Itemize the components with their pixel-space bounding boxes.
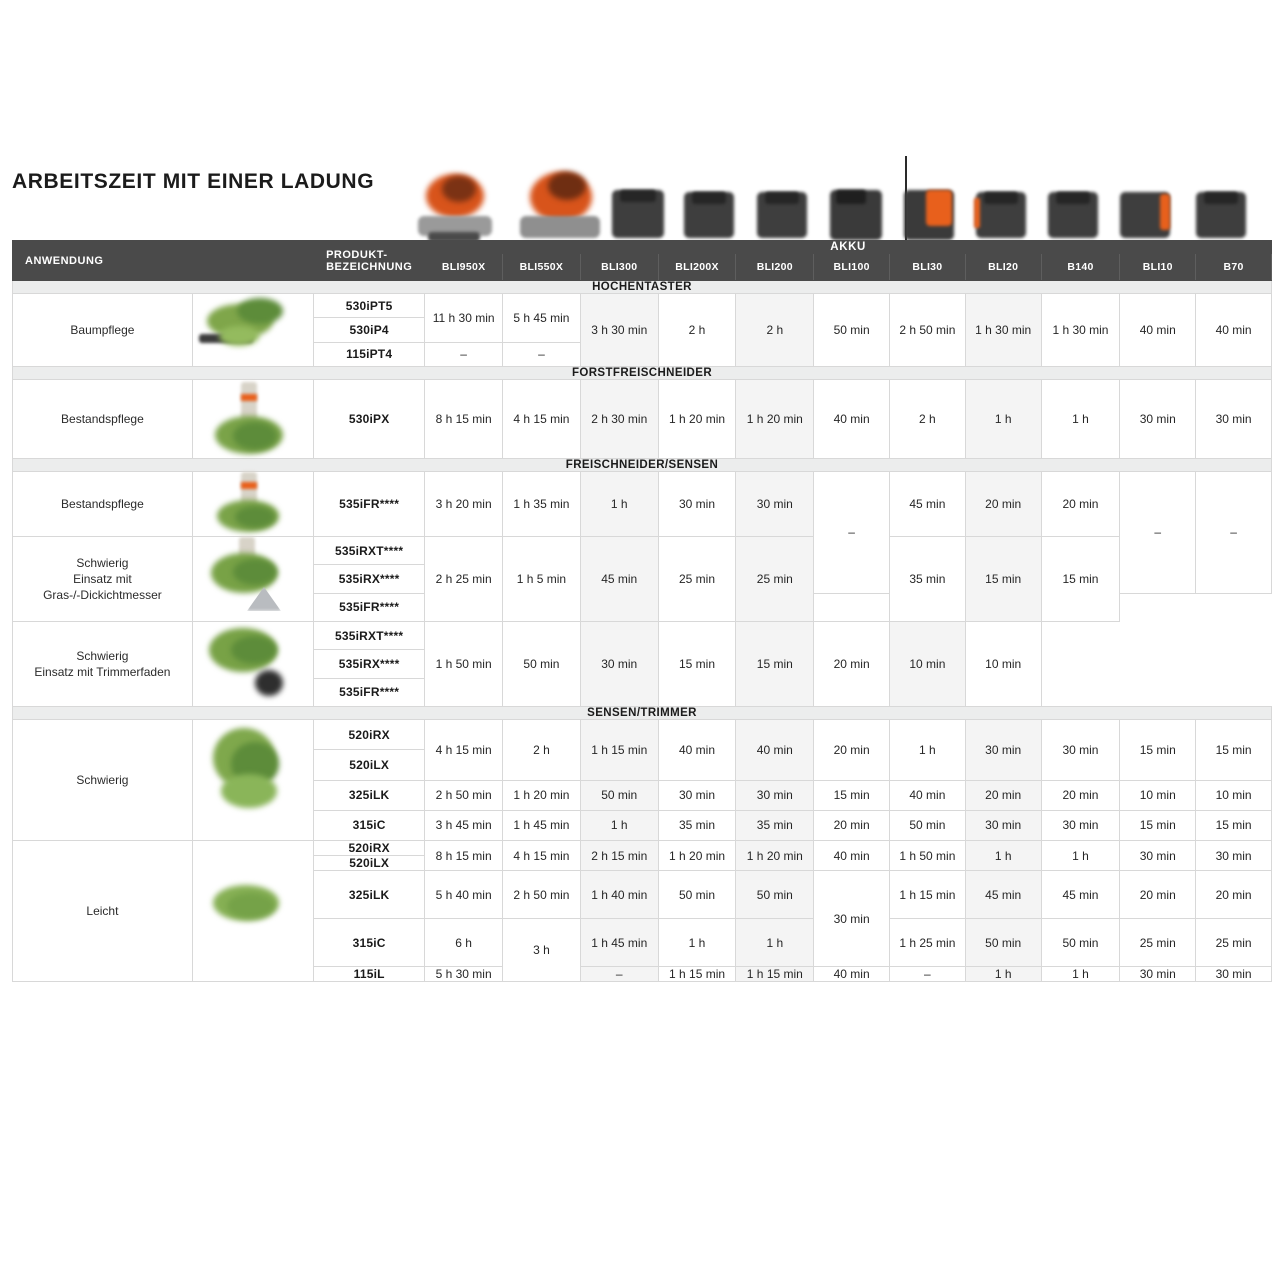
runtime-cell: 1 h	[965, 841, 1041, 871]
runtime-cell: –	[580, 967, 658, 982]
runtime-cell: 15 min	[736, 622, 814, 707]
runtime-cell: 1 h 20 min	[736, 380, 814, 459]
header-row-akku	[13, 241, 1272, 254]
runtime-cell: 2 h 25 min	[425, 537, 503, 622]
title-band	[12, 150, 1272, 240]
runtime-cell: 45 min	[965, 871, 1041, 919]
product-name: 520iRX	[314, 720, 425, 750]
battery-image-bli200	[753, 184, 811, 238]
runtime-cell: 5 h 45 min	[503, 294, 581, 343]
product-name: 325iLK	[314, 780, 425, 810]
battery-image-bli100	[826, 182, 886, 240]
table-row	[13, 294, 1272, 318]
runtime-cell: 1 h	[965, 380, 1041, 459]
section-header-hochentaster	[13, 281, 1272, 294]
product-name: 535iRX****	[314, 650, 425, 678]
runtime-cell: 25 min	[1120, 919, 1196, 967]
runtime-cell: 15 min	[658, 622, 736, 707]
runtime-cell: 40 min	[814, 380, 890, 459]
runtime-cell: 25 min	[658, 537, 736, 622]
runtime-cell: –	[1196, 472, 1272, 594]
product-name: 530iPX	[314, 380, 425, 459]
runtime-cell: 15 min	[965, 537, 1041, 622]
runtime-cell: 45 min	[890, 472, 966, 537]
runtime-cell: 1 h 40 min	[580, 871, 658, 919]
col-header-application: ANWENDUNG	[13, 241, 193, 281]
runtime-cell: 10 min	[965, 622, 1041, 707]
section-title: FORSTFREISCHNEIDER	[13, 367, 1272, 380]
runtime-cell: 1 h 30 min	[965, 294, 1041, 367]
runtime-cell: 8 h 15 min	[425, 841, 503, 871]
section-header-forstfreischneider	[13, 367, 1272, 380]
runtime-cell: 1 h 15 min	[736, 967, 814, 982]
battery-header-bli550x: BLI550X	[503, 254, 581, 281]
product-name: 315iC	[314, 810, 425, 840]
col-header-product-line1: PRODUKT-	[326, 248, 388, 261]
runtime-cell: 50 min	[580, 780, 658, 810]
runtime-cell: 50 min	[503, 622, 581, 707]
runtime-cell: –	[890, 967, 966, 982]
runtime-cell: 4 h 15 min	[503, 841, 581, 871]
product-name: 325iLK	[314, 871, 425, 919]
runtime-cell: 1 h	[965, 967, 1041, 982]
runtime-cell: 30 min	[736, 780, 814, 810]
runtime-cell: 5 h 30 min	[425, 967, 503, 982]
section-title: HOCHENTASTER	[13, 281, 1272, 294]
runtime-cell: 30 min	[1120, 380, 1196, 459]
col-header-akku: AKKU	[425, 241, 1272, 254]
runtime-cell: 10 min	[890, 622, 966, 707]
runtime-cell: 45 min	[1041, 871, 1120, 919]
runtime-cell: 30 min	[814, 871, 890, 967]
product-name: 535iFR****	[314, 472, 425, 537]
battery-header-bli300: BLI300	[580, 254, 658, 281]
battery-header-bli20: BLI20	[965, 254, 1041, 281]
runtime-cell: 1 h 20 min	[658, 841, 736, 871]
section-header-freischneider-sensen	[13, 459, 1272, 472]
runtime-cell: 50 min	[658, 871, 736, 919]
runtime-cell: 30 min	[1196, 967, 1272, 982]
runtime-cell: 4 h 15 min	[425, 720, 503, 781]
battery-header-bli10: BLI10	[1120, 254, 1196, 281]
runtime-table	[12, 240, 1272, 982]
product-name: 535iRXT****	[314, 537, 425, 565]
runtime-cell: 1 h 20 min	[503, 780, 581, 810]
runtime-cell: 30 min	[1041, 720, 1120, 781]
runtime-cell: 20 min	[965, 780, 1041, 810]
runtime-cell: –	[503, 342, 581, 366]
runtime-cell: 5 h 40 min	[425, 871, 503, 919]
runtime-cell: 1 h 50 min	[890, 841, 966, 871]
runtime-cell: 1 h 30 min	[1041, 294, 1120, 367]
application-cell	[13, 537, 193, 622]
battery-image-b140	[1044, 184, 1102, 238]
runtime-cell: 50 min	[890, 810, 966, 840]
runtime-cell: 2 h	[658, 294, 736, 367]
runtime-cell: 2 h	[890, 380, 966, 459]
product-name: 520iLX	[314, 856, 425, 871]
product-image-grass-blade	[192, 537, 313, 622]
runtime-cell: 1 h 45 min	[580, 919, 658, 967]
runtime-cell: –	[425, 342, 503, 366]
section-title: SENSEN/TRIMMER	[13, 707, 1272, 720]
runtime-cell: 6 h	[425, 919, 503, 967]
runtime-cell: 2 h 15 min	[580, 841, 658, 871]
application-cell	[13, 622, 193, 707]
product-image-brushcutter-blade	[192, 472, 313, 537]
runtime-cell: 1 h 15 min	[658, 967, 736, 982]
battery-header-bli200x: BLI200X	[658, 254, 736, 281]
runtime-cell: 40 min	[1120, 294, 1196, 367]
runtime-cell: 20 min	[814, 720, 890, 781]
runtime-cell: –	[1120, 472, 1196, 594]
runtime-cell: 3 h 30 min	[580, 294, 658, 367]
runtime-cell: 35 min	[736, 810, 814, 840]
runtime-cell: 30 min	[1196, 380, 1272, 459]
runtime-cell: 25 min	[736, 537, 814, 622]
runtime-cell: 1 h	[890, 720, 966, 781]
runtime-cell: 2 h 30 min	[580, 380, 658, 459]
battery-image-bli10	[1116, 184, 1174, 238]
spacer-image-header	[192, 241, 313, 281]
battery-header-bli30: BLI30	[890, 254, 966, 281]
table-row	[13, 622, 1272, 650]
runtime-cell: 20 min	[1041, 780, 1120, 810]
runtime-cell: 1 h 35 min	[503, 472, 581, 537]
runtime-cell: 30 min	[1120, 967, 1196, 982]
runtime-cell: 15 min	[1196, 720, 1272, 781]
product-name: 115iL	[314, 967, 425, 982]
runtime-cell: 50 min	[1041, 919, 1120, 967]
runtime-cell: 15 min	[1196, 810, 1272, 840]
runtime-cell: 3 h 20 min	[425, 472, 503, 537]
product-name: 535iRXT****	[314, 622, 425, 650]
col-header-product	[314, 241, 425, 281]
table-row	[13, 380, 1272, 459]
runtime-cell: 1 h 25 min	[890, 919, 966, 967]
runtime-cell: 1 h 15 min	[890, 871, 966, 919]
runtime-cell: 30 min	[658, 780, 736, 810]
runtime-cell: 11 h 30 min	[425, 294, 503, 343]
runtime-cell: 4 h 15 min	[503, 380, 581, 459]
runtime-cell: 10 min	[1120, 780, 1196, 810]
runtime-cell: 40 min	[1196, 294, 1272, 367]
runtime-cell: 30 min	[580, 622, 658, 707]
runtime-cell: 2 h 50 min	[425, 780, 503, 810]
product-name: 535iFR****	[314, 678, 425, 706]
runtime-cell: 3 h 45 min	[425, 810, 503, 840]
runtime-cell: 15 min	[1120, 720, 1196, 781]
runtime-cell: 20 min	[1120, 871, 1196, 919]
runtime-cell: 30 min	[1120, 841, 1196, 871]
product-name: 530iPT5	[314, 294, 425, 318]
product-name: 520iRX	[314, 841, 425, 856]
runtime-cell: 40 min	[814, 841, 890, 871]
battery-image-bli20	[972, 184, 1030, 238]
runtime-cell: 1 h	[580, 472, 658, 537]
product-name: 520iLX	[314, 750, 425, 780]
col-header-product-line2: BEZEICHNUNG	[326, 260, 413, 273]
runtime-cell: 2 h	[736, 294, 814, 367]
application-cell: Leicht	[13, 841, 193, 982]
runtime-cell: 50 min	[736, 871, 814, 919]
application-line: Einsatz mit	[73, 571, 132, 586]
section-header-sensen-trimmer	[13, 707, 1272, 720]
runtime-cell: 35 min	[890, 537, 966, 622]
product-image-brushcutter	[192, 380, 313, 459]
runtime-cell: 45 min	[580, 537, 658, 622]
runtime-cell: 10 min	[1196, 780, 1272, 810]
table-row	[13, 720, 1272, 750]
runtime-cell: 20 min	[814, 810, 890, 840]
runtime-cell: 1 h 5 min	[503, 537, 581, 622]
battery-header-bli950x: BLI950X	[425, 254, 503, 281]
product-image-grass-tall	[192, 720, 313, 841]
runtime-cell: 30 min	[1041, 810, 1120, 840]
runtime-cell: 35 min	[658, 810, 736, 840]
runtime-cell: 2 h	[503, 720, 581, 781]
product-name: 535iFR****	[314, 593, 425, 621]
runtime-cell: 15 min	[1041, 537, 1120, 622]
battery-image-bli950x	[412, 172, 498, 244]
runtime-cell: 1 h 20 min	[658, 380, 736, 459]
application-cell: Schwierig	[13, 720, 193, 841]
page-title: ARBEITSZEIT MIT EINER LADUNG	[12, 170, 375, 193]
runtime-cell: 15 min	[814, 780, 890, 810]
product-name: 535iRX****	[314, 565, 425, 593]
runtime-cell: 20 min	[1041, 472, 1120, 537]
runtime-cell: 1 h	[1041, 841, 1120, 871]
application-line: Schwierig	[76, 648, 129, 663]
application-line: Schwierig	[76, 555, 129, 570]
runtime-cell: 1 h 15 min	[580, 720, 658, 781]
runtime-cell: 20 min	[965, 472, 1041, 537]
runtime-cell: –	[814, 472, 890, 594]
battery-image-bli550x	[514, 166, 606, 244]
table-header	[13, 241, 1272, 281]
product-image-pole-saw	[192, 294, 313, 367]
application-cell: Baumpflege	[13, 294, 193, 367]
battery-image-bli300	[608, 182, 668, 238]
product-name: 115iPT4	[314, 342, 425, 366]
application-line: Einsatz mit Trimmerfaden	[34, 665, 171, 679]
product-name: 530iP4	[314, 318, 425, 342]
runtime-cell: 20 min	[814, 622, 890, 707]
table-body	[13, 281, 1272, 982]
runtime-cell: 2 h 50 min	[503, 871, 581, 919]
runtime-cell: 20 min	[1196, 871, 1272, 919]
battery-image-bli30	[900, 182, 958, 240]
runtime-cell: 1 h 50 min	[425, 622, 503, 707]
runtime-cell: 25 min	[1196, 919, 1272, 967]
runtime-cell: 50 min	[965, 919, 1041, 967]
product-image-grass-low	[192, 841, 313, 982]
runtime-cell: 30 min	[658, 472, 736, 537]
runtime-cell: 1 h 45 min	[503, 810, 581, 840]
runtime-cell: 1 h	[736, 919, 814, 967]
runtime-cell: 40 min	[814, 967, 890, 982]
runtime-cell: 1 h	[1041, 967, 1120, 982]
runtime-cell: 30 min	[965, 810, 1041, 840]
runtime-cell: 30 min	[1196, 841, 1272, 871]
runtime-cell: 2 h 50 min	[890, 294, 966, 367]
runtime-cell: 1 h	[658, 919, 736, 967]
battery-header-bli200: BLI200	[736, 254, 814, 281]
runtime-cell: 1 h	[1041, 380, 1120, 459]
runtime-cell: 40 min	[736, 720, 814, 781]
battery-image-b70	[1192, 184, 1250, 238]
runtime-cell: 1 h	[580, 810, 658, 840]
runtime-cell: 40 min	[658, 720, 736, 781]
product-image-trimmer-head	[192, 622, 313, 707]
table-row	[13, 841, 1272, 856]
runtime-cell: 40 min	[890, 780, 966, 810]
battery-image-strip	[408, 156, 1272, 244]
runtime-cell: 30 min	[965, 720, 1041, 781]
battery-header-b70: B70	[1196, 254, 1272, 281]
runtime-cell: 8 h 15 min	[425, 380, 503, 459]
table-row	[13, 472, 1272, 537]
runtime-cell: 15 min	[1120, 810, 1196, 840]
runtime-cell: 1 h 20 min	[736, 841, 814, 871]
product-name: 315iC	[314, 919, 425, 967]
battery-header-bli100: BLI100	[814, 254, 890, 281]
runtime-cell: 50 min	[814, 294, 890, 367]
application-cell: Bestandspflege	[13, 380, 193, 459]
runtime-cell: 30 min	[736, 472, 814, 537]
battery-header-b140: B140	[1041, 254, 1120, 281]
section-title: FREISCHNEIDER/SENSEN	[13, 459, 1272, 472]
application-cell: Bestandspflege	[13, 472, 193, 537]
runtime-cell: 3 h	[503, 919, 581, 982]
battery-image-bli200x	[680, 184, 738, 238]
application-line: Gras-/-Dickichtmesser	[43, 588, 162, 603]
table-row	[13, 537, 1272, 565]
